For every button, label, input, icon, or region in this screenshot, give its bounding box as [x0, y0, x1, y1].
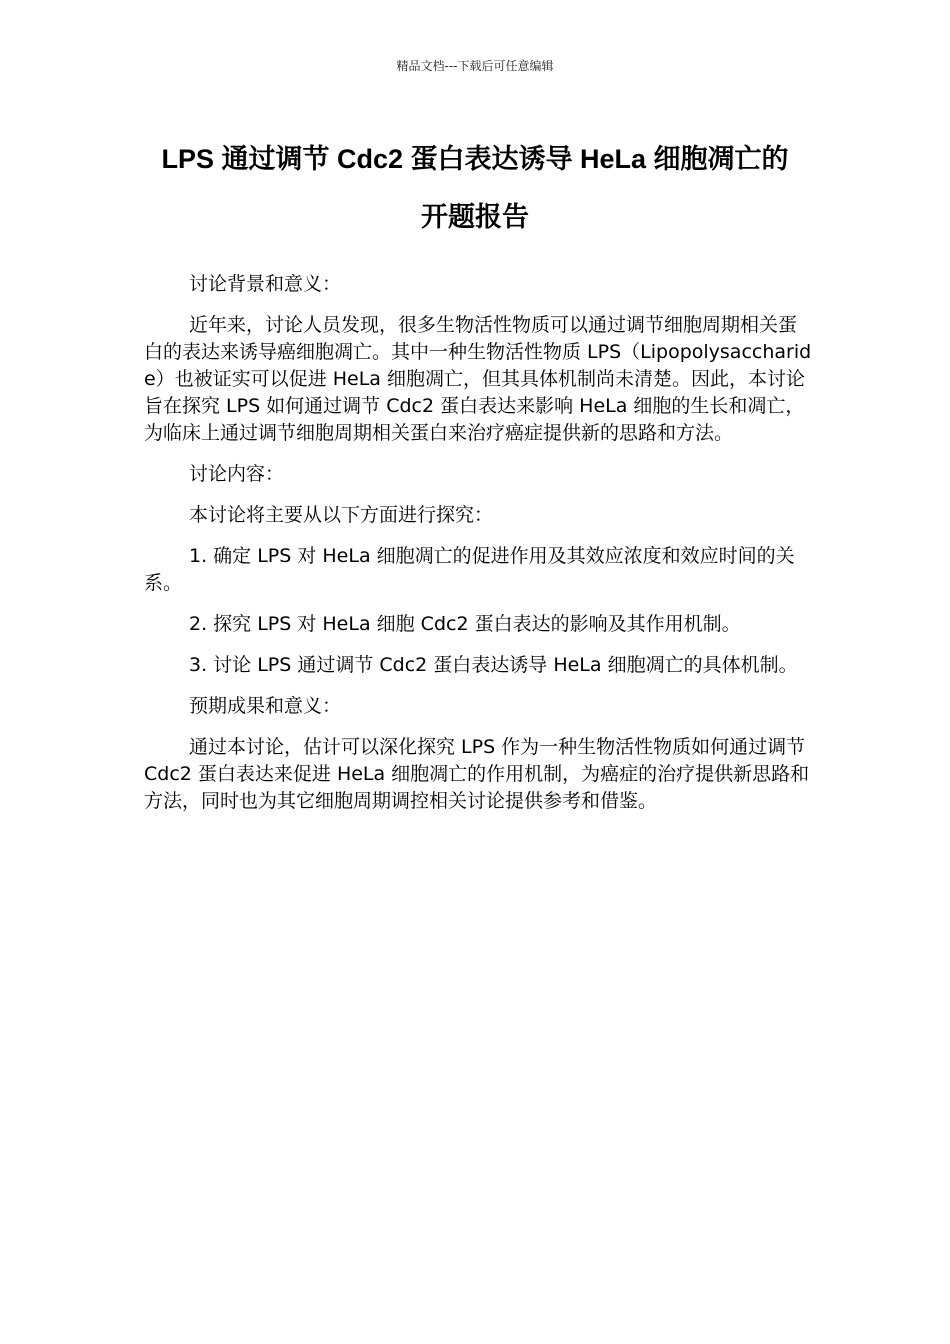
- content-intro: 本讨论将主要从以下方面进行探究：: [189, 504, 494, 526]
- outcome-paragraph: 通过本讨论，估计可以深化探究 LPS 作为一种生物活性物质如何通过调节 Cdc2 蛋白表达来促进 HeLa 细胞凋亡的作用机制，为癌症的治疗提供新思路和方法，同时也为其它细胞周期调控相关讨论提供参考和借鉴。: [144, 736, 810, 812]
- content-item-1: 1. 确定 LPS 对 HeLa 细胞凋亡的促进作用及其效应浓度和效应时间的关系。: [144, 545, 795, 594]
- content-item-3: 3. 讨论 LPS 通过调节 Cdc2 蛋白表达诱导 HeLa 细胞凋亡的具体机制。: [189, 654, 798, 676]
- background-paragraph: 近年来，讨论人员发现，很多生物活性物质可以通过调节细胞周期相关蛋白的表达来诱导癌细胞凋亡。其中一种生物活性物质 LPS（Lipopolysaccharide）也被证实可以促进 HeLa 细胞凋亡，但其具体机制尚未清楚。因此，本讨论旨在探究 LPS 如何通过调节 Cdc2 蛋白表达来影响 HeLa 细胞的生长和凋亡，为临床上通过调节细胞周期相关蛋白来治疗癌症提供新的思路和方法。: [144, 314, 812, 444]
- document-body: [144, 271, 812, 829]
- title-line-2: 开题报告: [421, 202, 529, 232]
- document-title: [100, 130, 850, 246]
- page-header: 精品文档---下载后可任意编辑: [396, 59, 554, 73]
- background-heading: 讨论背景和意义：: [189, 273, 342, 295]
- content-item-2: 2. 探究 LPS 对 HeLa 细胞 Cdc2 蛋白表达的影响及其作用机制。: [189, 613, 741, 635]
- content-heading: 讨论内容：: [189, 463, 285, 485]
- outcome-heading: 预期成果和意义：: [189, 695, 342, 717]
- title-line-1: LPS 通过调节 Cdc2 蛋白表达诱导 HeLa 细胞凋亡的: [161, 144, 789, 174]
